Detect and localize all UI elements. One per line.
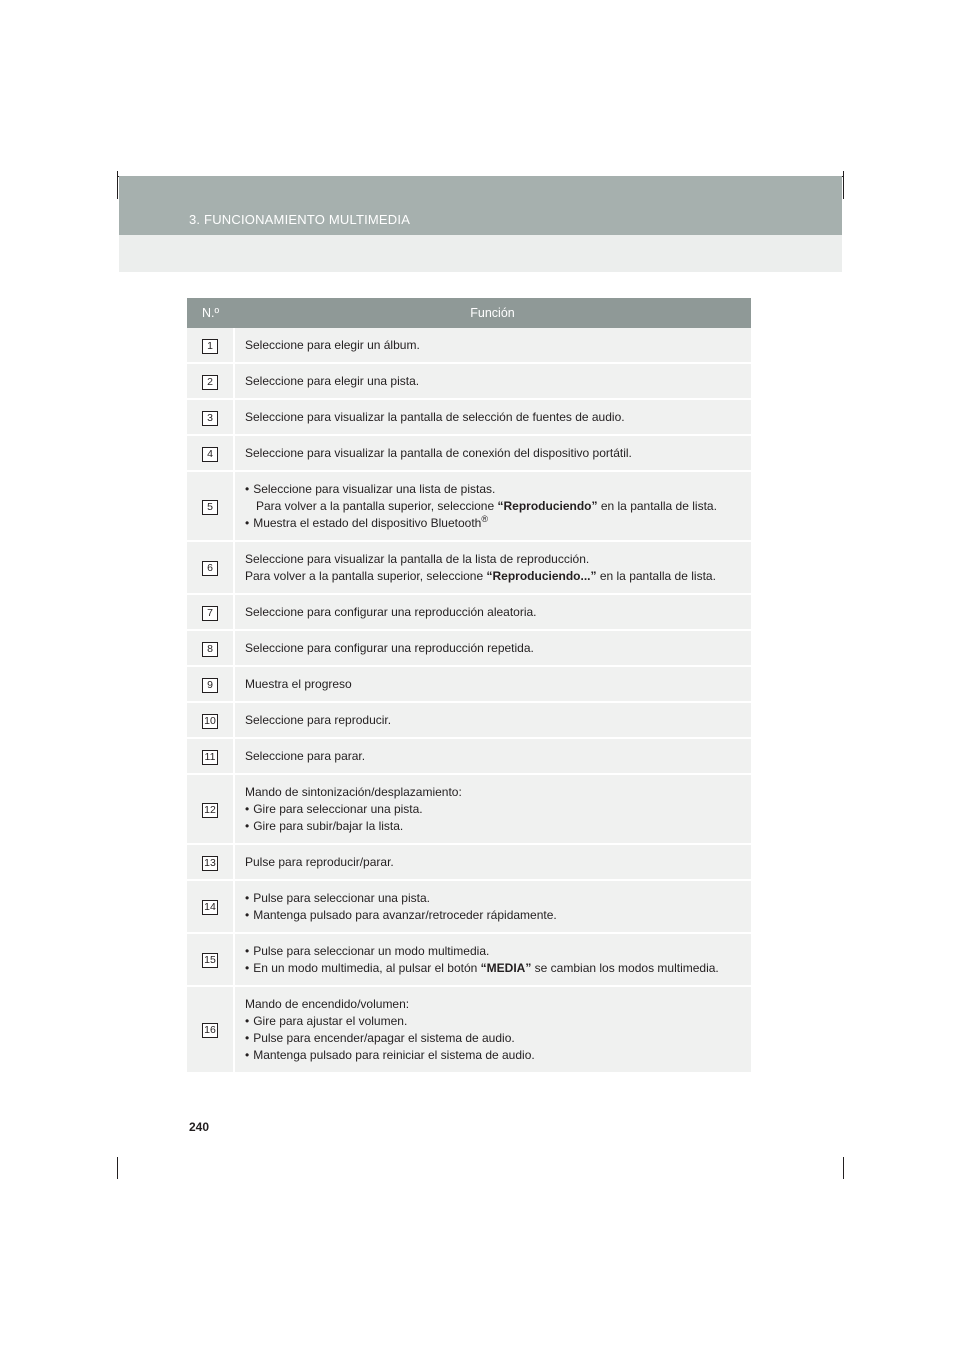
description-line [245,337,745,354]
row-number-cell [187,666,234,702]
description-line [245,1030,745,1047]
table-row [187,986,751,1073]
table-row [187,933,751,986]
crop-mark [843,1157,844,1179]
header-strip [119,235,842,272]
function-description-cell [234,933,751,986]
line-text: Pulse para seleccionar un modo multimedia. [253,944,490,958]
line-text: Gire para subir/bajar la lista. [253,819,404,833]
line-text: Seleccione para elegir un álbum. [245,338,420,352]
row-number-cell [187,363,234,399]
line-text: Gire para seleccionar una pista. [253,802,423,816]
description-line [245,943,745,960]
description-line [245,498,745,515]
function-description-cell [234,363,751,399]
item-number-badge: 4 [202,447,218,462]
line-text: Seleccione para visualizar una lista de pistas. [253,482,496,496]
table-row [187,435,751,471]
item-number-badge: 16 [202,1023,218,1038]
description-line [245,515,745,532]
line-text: Seleccione para visualizar la pantalla de selección de fuentes de audio. [245,410,625,424]
item-number-badge: 14 [202,900,218,915]
function-description-cell [234,774,751,844]
description-line [245,676,745,693]
line-text: en la pantalla de lista. [596,569,716,583]
item-number-badge: 5 [202,500,218,515]
item-number-badge: 15 [202,953,218,968]
function-description-cell [234,399,751,435]
function-description-cell [234,630,751,666]
item-number-badge: 2 [202,375,218,390]
table-row [187,471,751,541]
function-description-cell [234,702,751,738]
column-header-function: Función [234,298,751,328]
row-number-cell [187,541,234,594]
table-row [187,880,751,933]
item-number-badge: 11 [202,750,218,765]
description-line [245,784,745,801]
table-row [187,738,751,774]
function-description-cell [234,880,751,933]
row-number-cell [187,844,234,880]
line-text: Mantenga pulsado para reiniciar el sistema de audio. [253,1048,535,1062]
function-description-cell [234,986,751,1073]
description-line [245,854,745,871]
item-number-badge: 12 [202,803,218,818]
function-description-cell [234,435,751,471]
line-text: Mantenga pulsado para avanzar/retroceder rápidamente. [253,908,557,922]
row-number-cell [187,630,234,666]
table-row [187,541,751,594]
table-row [187,328,751,363]
item-number-badge: 10 [202,714,218,729]
line-text: Muestra el progreso [245,677,352,691]
row-number-cell [187,738,234,774]
line-text: Seleccione para configurar una reproducción aleatoria. [245,605,537,619]
function-description-cell [234,844,751,880]
row-number-cell [187,774,234,844]
item-number-badge: 6 [202,561,218,576]
button-name: “MEDIA” [480,961,532,975]
item-number-badge: 1 [202,339,218,354]
description-line [245,604,745,621]
function-table [187,298,751,1074]
table-row [187,399,751,435]
column-header-number: N.º [187,298,234,328]
row-number-cell [187,435,234,471]
row-number-cell [187,594,234,630]
description-line [245,960,745,977]
line-text: Seleccione para configurar una reproducción repetida. [245,641,534,655]
description-line [245,481,745,498]
line-text: Seleccione para elegir una pista. [245,374,420,388]
line-text: Seleccione para reproducir. [245,713,392,727]
description-line [245,373,745,390]
description-line [245,1047,745,1064]
row-number-cell [187,399,234,435]
item-number-badge: 8 [202,642,218,657]
line-text: Pulse para seleccionar una pista. [253,891,430,905]
table-header-row [187,298,751,328]
table-row [187,666,751,702]
button-name: “Reproduciendo” [497,499,598,513]
description-line [245,996,745,1013]
page-number: 240 [189,1120,210,1134]
crop-mark [117,1157,118,1179]
description-line [245,445,745,462]
description-line [245,907,745,924]
row-number-cell [187,986,234,1073]
description-line [245,551,745,568]
table-row [187,630,751,666]
table-body [187,328,751,1073]
row-number-cell [187,880,234,933]
function-description-cell [234,738,751,774]
line-text: Gire para ajustar el volumen. [253,1014,408,1028]
registered-mark: ® [481,514,488,524]
item-number-badge: 7 [202,606,218,621]
function-description-cell [234,666,751,702]
description-line [245,409,745,426]
table-row [187,702,751,738]
line-text: Seleccione para visualizar la pantalla de la lista de reproducción. [245,552,590,566]
description-line [245,890,745,907]
section-title: 3. FUNCIONAMIENTO MULTIMEDIA [189,212,411,227]
table-row [187,594,751,630]
description-line [245,801,745,818]
item-number-badge: 13 [202,856,218,871]
row-number-cell [187,702,234,738]
button-name: “Reproduciendo...” [486,569,597,583]
line-text: Pulse para encender/apagar el sistema de audio. [253,1031,515,1045]
row-number-cell [187,471,234,541]
line-text: Mando de encendido/volumen: [245,997,410,1011]
row-number-cell [187,328,234,363]
line-text: Seleccione para visualizar la pantalla de conexión del dispositivo portátil. [245,446,632,460]
line-text: Seleccione para parar. [245,749,366,763]
description-line [245,818,745,835]
line-text: Mando de sintonización/desplazamiento: [245,785,462,799]
description-line [245,568,745,585]
description-line [245,640,745,657]
function-description-cell [234,328,751,363]
row-number-cell [187,933,234,986]
description-line [245,712,745,729]
line-text: Para volver a la pantalla superior, seleccione [256,499,498,513]
table-row [187,844,751,880]
description-line [245,1013,745,1030]
line-text: Para volver a la pantalla superior, seleccione [245,569,487,583]
item-number-badge: 9 [202,678,218,693]
function-description-cell [234,594,751,630]
function-description-cell [234,471,751,541]
table-row [187,363,751,399]
line-text: Pulse para reproducir/parar. [245,855,394,869]
line-text: se cambian los modos multimedia. [531,961,719,975]
line-text: En un modo multimedia, al pulsar el botón [253,961,481,975]
line-text: en la pantalla de lista. [597,499,717,513]
line-text: Muestra el estado del dispositivo Bluetooth [253,516,482,530]
description-line [245,748,745,765]
function-description-cell [234,541,751,594]
item-number-badge: 3 [202,411,218,426]
table-row [187,774,751,844]
